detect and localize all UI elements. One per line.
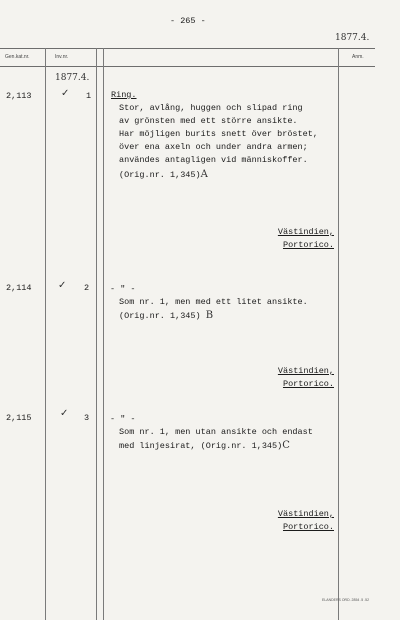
location-line: Portorico. [282,379,334,389]
accession-header: 1877.4. [335,33,370,43]
handwritten-letter: B [205,310,214,321]
header-bottom-rule [0,66,375,67]
catalog-number: 2,114 [6,283,32,293]
location-line: Portorico. [282,240,334,250]
check-mark: ✓ [61,88,70,99]
column-rule-inventory [96,48,97,620]
description-line: Stor, avlång, huggen och slipad ring [119,103,303,113]
location-line: Västindien, [277,509,334,519]
column-header-inventory: Inv.nr. [55,54,69,60]
header-top-rule [0,48,375,49]
location-line: Portorico. [282,522,334,532]
check-mark: ✓ [58,280,67,291]
description-line: över ena axeln och under andra armen; [119,142,308,152]
entry-title: Ring. [111,90,137,100]
catalog-number: 2,115 [6,413,32,423]
check-mark: ✓ [60,408,69,419]
column-header-remarks: Anm. [352,54,364,60]
original-number: (Orig.nr. 1,345) B [119,310,214,321]
column-rule-description [103,48,104,620]
column-header-catalog: Gen.kat.nr. [5,54,30,60]
inventory-number: 3 [84,413,90,423]
inventory-number: 2 [84,283,90,293]
column-rule-catalog [45,48,46,620]
description-line: Som nr. 1, men med ett litet ansikte. [119,297,308,307]
handwritten-letter: C [282,440,290,451]
inventory-number: 1 [86,91,92,101]
location-line: Västindien, [277,227,334,237]
original-number: (Orig.nr. 1,345)A [119,169,208,180]
description-line: Har möjligen burits snett över bröstet, [119,129,318,139]
description-line: Som nr. 1, men utan ansikte och endast [119,427,313,437]
page-number: - 265 - [170,16,206,26]
location [278,508,334,534]
entry-title: - " - [110,284,136,294]
description-line: användes antagligen vid människoffer. [119,155,308,165]
location [278,365,334,391]
original-number: med linjesirat, (Orig.nr. 1,345)C [119,440,290,451]
handwritten-letter: A [200,169,208,180]
description-line: av grönsten med ett större ansikte. [119,116,298,126]
entry-title: - " - [110,414,136,424]
printer-imprint: ELANDERS ORD. 2854 .5 .52 [322,598,370,602]
location-line: Västindien, [277,366,334,376]
catalog-number: 2,113 [6,91,32,101]
location [278,226,334,252]
entry-accession: 1877.4. [55,73,90,83]
column-rule-remarks [338,48,339,620]
